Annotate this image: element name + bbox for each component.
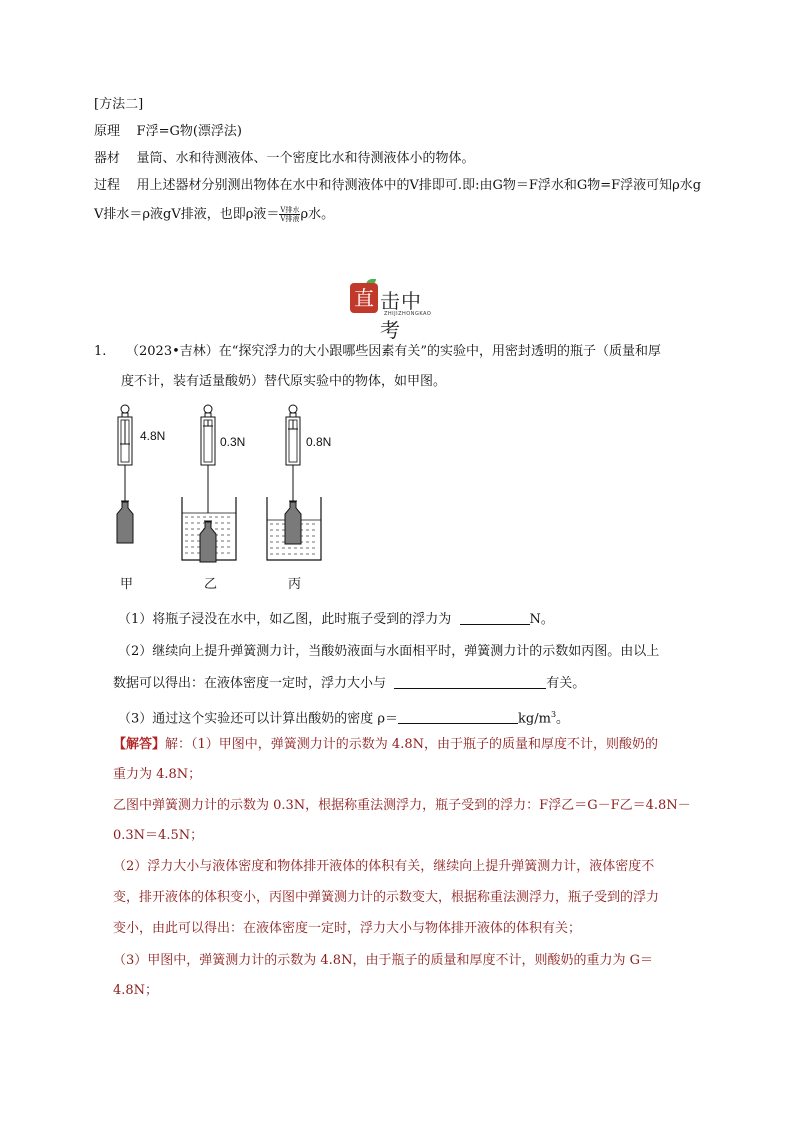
bottle-a	[117, 502, 133, 543]
process-line2-a: V排水＝ρ液gV排液，也即ρ液＝	[94, 207, 280, 222]
brand-logo	[350, 283, 442, 342]
answer-line-7: 变小，由此可以得出：在液体密度一定时，浮力大小与物体排开液体的体积有关；	[113, 921, 582, 936]
sub-question-2-line2	[113, 675, 585, 693]
q3-end: 。	[556, 711, 570, 727]
label-c: 丙	[288, 576, 302, 591]
q1-blank[interactable]	[460, 611, 530, 625]
answer-line-9: 4.8N；	[113, 983, 159, 998]
q3-unit: kg/m	[518, 711, 551, 727]
logo-subtext: ZHIJIZHONGKAO	[384, 311, 432, 317]
process-line-2	[94, 206, 334, 224]
q1-unit: N。	[529, 612, 554, 627]
equipment-line	[94, 150, 475, 168]
logo-text: 击中考	[380, 289, 422, 342]
process-line2-b: ρ水。	[300, 207, 335, 222]
q3-blank[interactable]	[398, 710, 518, 724]
label-b: 乙	[204, 576, 218, 591]
sub-question-3	[118, 706, 569, 728]
question-stem-2: 度不计，装有适量酸奶）替代原实验中的物体，如甲图。	[121, 374, 447, 389]
method-heading: [方法二]	[94, 97, 144, 112]
answer-line-5: （2）浮力大小与液体密度和物体排开液体的体积有关，继续向上提升弹簧测力计，液体密度不	[113, 859, 655, 874]
answer-line-8: （3）甲图中，弹簧测力计的示数为 4.8N，由于瓶子的质量和厚度不计，则酸奶的重力为 G＝	[113, 953, 653, 968]
reading-a: 4.8N	[140, 429, 166, 443]
equipment-text: 量筒、水和待测液体、一个密度比水和待测液体小的物体。	[136, 151, 475, 166]
reading-c: 0.8N	[306, 435, 332, 449]
fraction-denominator: V排液	[280, 215, 300, 223]
bottle-c	[285, 502, 301, 544]
sub-question-1	[118, 611, 554, 629]
spring-scale-c	[286, 405, 300, 501]
sub-question-2-line1: （2）继续向上提升弹簧测力计，当酸奶液面与水面相平时，弹簧测力计的示数如丙图。由以上	[118, 644, 660, 659]
answer-line-4: 0.3N＝4.5N；	[113, 828, 204, 843]
answer-1-lead: 解：（1）甲图中，弹簧测力计的示数为 4.8N，由于瓶子的质量和厚度不计，则酸奶的	[165, 737, 658, 752]
q1-text: （1）将瓶子浸没在水中，如乙图，此时瓶子受到的浮力为	[118, 612, 452, 627]
answer-tag: 【解答】	[113, 737, 166, 752]
spring-scale-a	[118, 405, 132, 501]
question-number: 1.	[94, 344, 107, 359]
process-label: 过程	[94, 178, 121, 193]
principle-line	[94, 123, 242, 141]
q3-unit-exponent: 3	[550, 710, 557, 719]
principle-label: 原理	[94, 124, 121, 139]
q2-end: 有关。	[546, 676, 586, 691]
process-text: 用上述器材分别测出物体在水中和待测液体中的V排即可.即:由G物＝F浮水和G物=F浮液可知ρ水g	[136, 178, 702, 193]
logo-seal: 直	[350, 283, 378, 313]
answer-line-3: 乙图中弹簧测力计的示数为 0.3N，根据称重法测浮力，瓶子受到的浮力：F浮乙＝G－F乙＝4.8N－	[113, 798, 691, 813]
fraction-numerator: V排水	[280, 206, 300, 214]
answer-line-1	[113, 736, 658, 754]
principle-formula: F浮=G物(漂浮法)	[136, 124, 242, 139]
q2-blank[interactable]	[394, 675, 546, 689]
q3-text: （3）通过这个实验还可以计算出酸奶的密度 ρ＝	[118, 711, 399, 727]
spring-scale-b	[201, 405, 215, 520]
equipment-label: 器材	[94, 151, 121, 166]
experiment-figure	[100, 400, 350, 595]
question-stem-1: （2023•吉林）在“探究浮力的大小跟哪些因素有关”的实验中，用密封透明的瓶子（质量和厚	[126, 344, 662, 359]
process-line	[94, 177, 701, 195]
q2-text: 数据可以得出：在液体密度一定时，浮力大小与	[113, 676, 387, 691]
reading-b: 0.3N	[220, 435, 246, 449]
answer-line-2: 重力为 4.8N；	[113, 767, 202, 782]
label-a: 甲	[120, 576, 134, 591]
density-fraction	[279, 206, 300, 223]
answer-line-6: 变，排开液体的体积变小，丙图中弹簧测力计的示数变大，根据称重法测浮力，瓶子受到的浮力	[113, 890, 660, 905]
